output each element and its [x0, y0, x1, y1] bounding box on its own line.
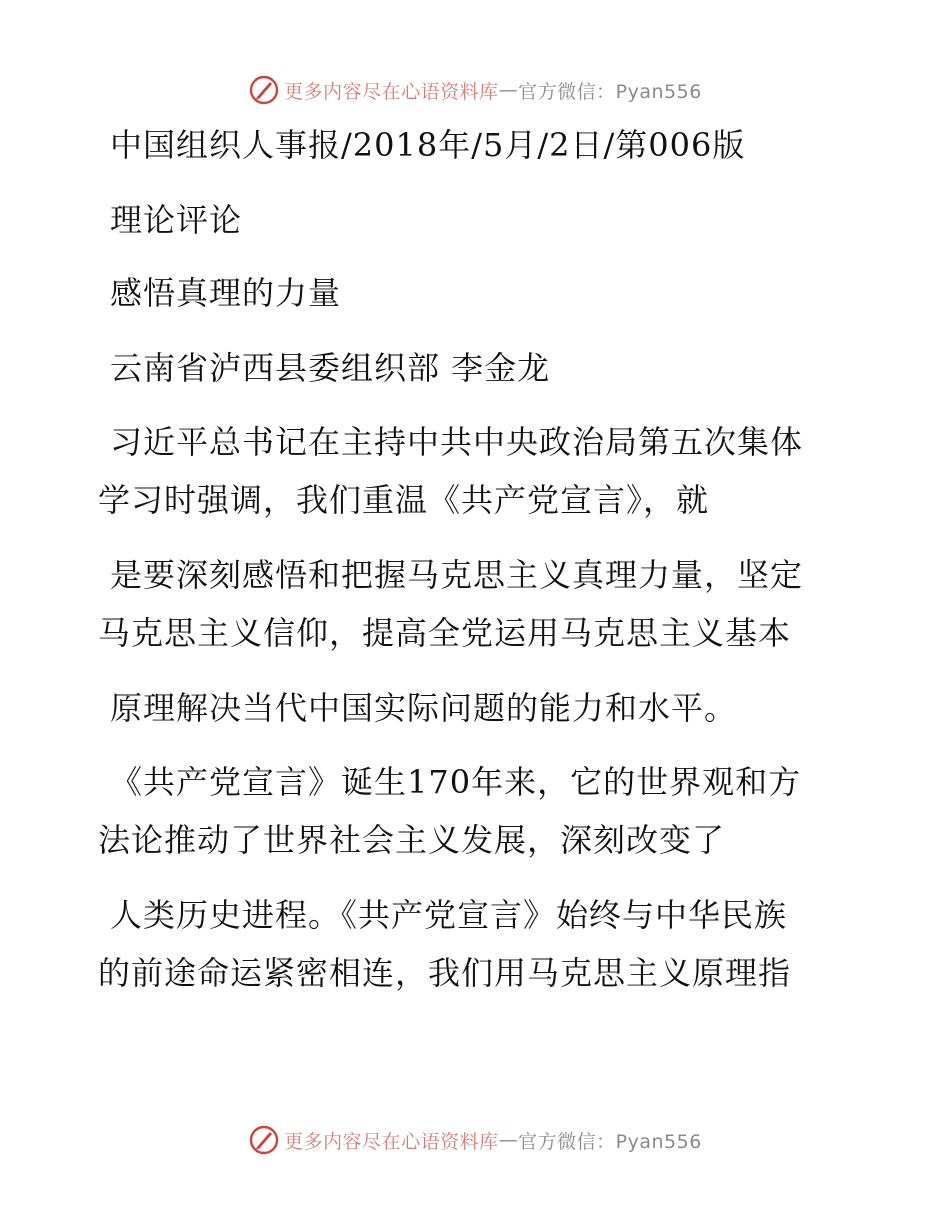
watermark-contact: 官方微信：Pyan556	[518, 80, 702, 103]
body-line: 人类历史进程。《共产党宣言》始终与中华民族	[110, 896, 788, 934]
article-title: 感悟真理的力量	[110, 274, 342, 312]
body-line: 是要深刻感悟和把握马克思主义真理力量，坚定	[110, 556, 804, 594]
body-line: 学习时强调，我们重温《共产党宣言》，就	[98, 481, 710, 519]
watermark-separator: —	[498, 1129, 519, 1151]
body-line: 马克思主义信仰，提高全党运用马克思主义基本	[98, 614, 792, 652]
watermark-text: 更多内容尽在心语资料库	[284, 1130, 499, 1153]
body-line: 原理解决当代中国实际问题的能力和水平。	[110, 689, 738, 727]
body-line: 习近平总书记在主持中共中央政治局第五次集体	[110, 423, 804, 461]
body-line: 法论推动了世界社会主义发展，深刻改变了	[98, 821, 726, 859]
quill-logo-icon	[248, 74, 280, 106]
watermark-text: 更多内容尽在心语资料库	[284, 80, 499, 103]
body-line: 的前途命运紧密相连，我们用马克思主义原理指	[98, 954, 792, 992]
body-line: 《共产党宣言》诞生170年来，它的世界观和方	[110, 763, 802, 801]
footer-watermark	[0, 1120, 950, 1160]
watermark-contact: 官方微信：Pyan556	[518, 1130, 702, 1153]
section-label: 理论评论	[110, 201, 243, 239]
header-watermark	[0, 70, 950, 110]
watermark-separator: —	[498, 79, 519, 101]
article-author: 云南省泸西县委组织部 李金龙	[110, 349, 551, 387]
source-line: 中国组织人事报/2018年/5月/2日/第006版	[110, 126, 746, 164]
quill-logo-icon	[248, 1124, 280, 1156]
